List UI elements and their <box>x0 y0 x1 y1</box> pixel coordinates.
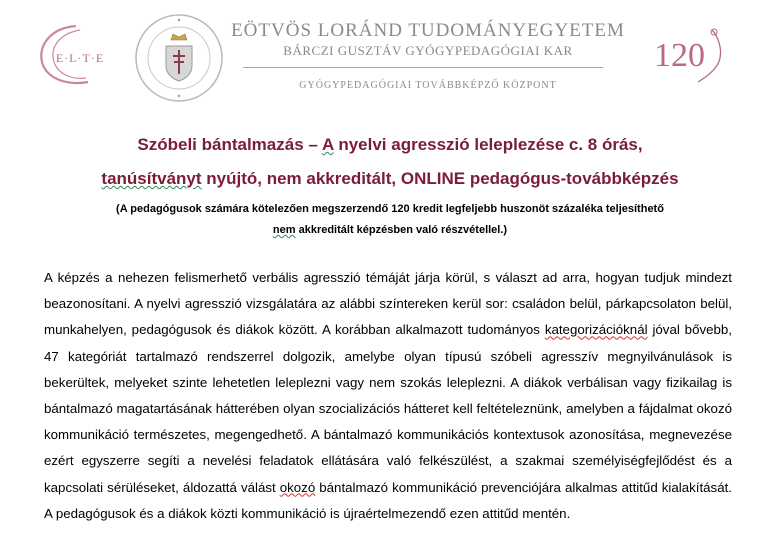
body-text-spellcheck: kategorizációknál <box>544 322 648 338</box>
letterhead <box>0 0 780 110</box>
course-title-line-2 <box>0 169 780 189</box>
subtitle-text-marked: nem <box>272 224 296 236</box>
title-text: nyelvi agresszió leleplezése c. 8 órás, <box>333 135 643 154</box>
body-text-spellcheck: okozó <box>279 479 316 495</box>
body-paragraph <box>44 265 732 527</box>
title-text-marked: tanúsítványt <box>101 169 202 188</box>
body-text: bántalmazó kommunikáció prevenciójára alkalmas attitűd kialakítását. A pedagógusok és a diákok közti kommunikáció is újraértelmezendő ezen attitűd mentén. <box>44 479 732 521</box>
subtitle-line-2 <box>0 224 780 236</box>
course-title-line-1 <box>0 135 780 155</box>
subtitle-text: akkreditált képzésben való részvétellel.) <box>295 224 508 236</box>
university-name: EÖTVÖS LORÁND TUDOMÁNYEGYETEM <box>231 20 625 41</box>
anniversary-120-logo <box>648 22 728 92</box>
header-divider <box>243 67 603 68</box>
elte-logo <box>36 22 118 88</box>
title-text: Szóbeli bántalmazás – <box>137 135 322 154</box>
svg-text:E·L·T·E: E·L·T·E <box>55 51 105 65</box>
center-name: GYÓGYPEDAGÓGIAI TOVÁBBKÉPZŐ KÖZPONT <box>299 80 557 91</box>
title-text: nyújtó, nem akkreditált, ONLINE pedagógus-továbbképzés <box>201 169 679 188</box>
subtitle-line-1: (A pedagógusok számára kötelezően megszerzendő 120 kredit legfeljebb huszonöt százaléka teljesíthető <box>116 203 664 215</box>
title-text-marked: A <box>321 135 334 154</box>
university-seal <box>133 12 225 104</box>
body-text: A képzés a nehezen felismerhető verbális agresszió témáját járja körül, s választ ad arra, hogyan tudjuk mindezt beazonosítani. A nyelvi agresszió vizsgálatára az alábbi színtereken kerül sor: családon belül, párkapcsolaton belül, munkahelyen, pedagógusok és diákok között. A korábban alkalmazott tudományos <box>44 270 732 338</box>
faculty-name: BÁRCZI GUSZTÁV GYÓGYPEDAGÓGIAI KAR <box>283 43 573 58</box>
body-text: jóval bővebb, 47 kategóriát tartalmazó rendszerrel dolgozik, amelybe olyan típusú szóbeli agresszív megnyilvánulások is bekerültek, melyeket szinte lehetetlen leleplezni vagy nem szokás leleplezni. A diákok verbálisan vagy fizikailag is bántalmazó magatartásának hátterében olyan szocializációs hátteret kell feltételeznünk, amelyben a fájdalmat okozó kommunikáció természetes, megengedhető. A bántalmazó kommunikációs kontextusok azonosítása, megnevezése ezért egyszerre segíti a nevelési feladatok ellátására való felkészülést, a szakmai személyiségfejlődést és a kapcsolati sérüléseket, áldozattá válást <box>44 322 732 495</box>
svg-text:120: 120 <box>654 37 705 74</box>
